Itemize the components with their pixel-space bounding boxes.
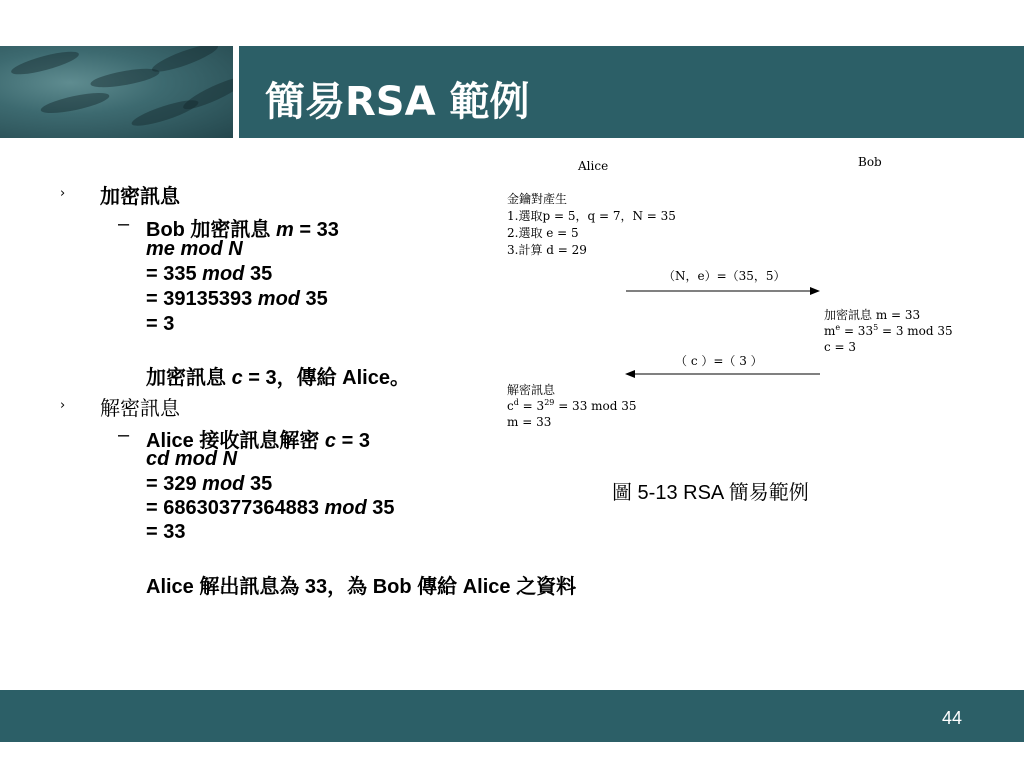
decrypt-heading: 解密訊息 — [100, 398, 180, 420]
arrow-to-alice-head — [625, 370, 635, 378]
diagram-bob-enc-1: 加密訊息 m = 33 — [824, 308, 921, 322]
arrow-to-bob-head — [810, 287, 820, 295]
diagram-alice-dec-2: $c^d = 3^{29} = 33$ mod 35 — [507, 398, 637, 413]
encrypt-heading: 加密訊息 — [100, 186, 180, 208]
decrypt-line-5: = 33 — [146, 521, 186, 543]
bullet-arrow-icon: › — [60, 398, 66, 413]
decrypt-line-4: = 68630377364883 mod 35 — [146, 497, 395, 519]
diagram-keygen-3: 3.計算 d = 29 — [507, 243, 587, 257]
diagram-arrow1-label: （N，e）=（35，5） — [663, 269, 786, 283]
diagram-keygen-2: 2.選取 e = 5 — [507, 226, 579, 240]
encrypt-line-5: = 3 — [146, 313, 175, 335]
encrypt-line-4: = 39135393 mod 35 — [146, 288, 328, 310]
encrypt-line-1: Bob 加密訊息 m = 33 — [146, 219, 339, 241]
page-number: 44 — [941, 708, 962, 728]
diagram-bob-enc-2: $m^e = 33^5 = 3$ mod 35 — [824, 323, 953, 338]
diagram-alice-dec-title: 解密訊息 — [507, 383, 556, 397]
diagram-alice-dec-3: m = 33 — [507, 415, 552, 429]
decrypt-line-2: cd mod N — [146, 448, 238, 470]
decrypt-note: Alice 解出訊息為 33，為 Bob 傳給 Alice 之資料 — [146, 576, 577, 598]
diagram-keygen-1: 1.選取p = 5，q = 7，N = 35 — [507, 209, 676, 223]
diagram-bob-enc-3: c = 3 — [824, 340, 857, 354]
diagram-arrow2-label: （ c ）=（ 3 ） — [675, 354, 763, 368]
encrypt-line-3: = 335 mod 35 — [146, 263, 273, 285]
figure-caption: 圖 5-13 RSA 簡易範例 — [612, 482, 809, 504]
dash-marker: – — [118, 213, 130, 235]
slide-title: 簡易RSA 範例 — [265, 79, 530, 125]
encrypt-line-2: me mod N — [146, 238, 243, 260]
decrypt-line-3: = 329 mod 35 — [146, 473, 273, 495]
diagram-keygen-title: 金鑰對產生 — [507, 192, 568, 206]
footer-bar — [0, 690, 1024, 742]
diagram-bob-label: Bob — [858, 155, 882, 169]
decrypt-line-1: Alice 接收訊息解密 c = 3 — [146, 430, 370, 452]
encrypt-note: 加密訊息 c = 3，傳給 Alice。 — [146, 367, 410, 389]
bullet-arrow-icon: › — [60, 186, 66, 201]
diagram-alice-label: Alice — [578, 159, 609, 173]
dash-marker: – — [118, 424, 130, 446]
header-photo — [0, 46, 233, 138]
